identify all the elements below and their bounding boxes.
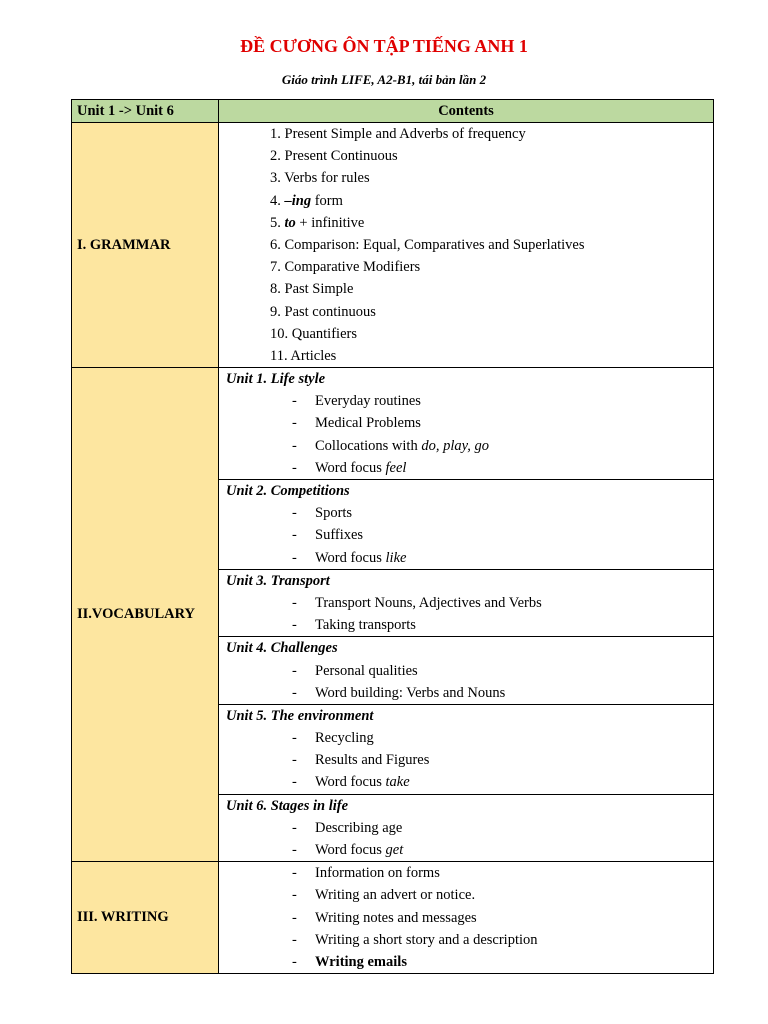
grammar-item: 3. Verbs for rules	[270, 170, 370, 187]
document-title: ĐỀ CƯƠNG ÔN TẬP TIẾNG ANH 1	[240, 36, 528, 56]
vocabulary-unit-contents	[219, 704, 714, 794]
item-text: Sports	[315, 505, 353, 522]
writing-item	[219, 951, 713, 973]
item-text: Writing an advert or notice.	[315, 887, 476, 904]
unit-heading: Unit 3. Transport	[226, 572, 330, 589]
bullet-dash: -	[292, 505, 297, 522]
grammar-item: 6. Comparison: Equal, Comparatives and Superlatives	[270, 236, 585, 253]
vocabulary-item	[219, 412, 713, 434]
section-label-writing: III. WRITING	[72, 862, 219, 974]
item-text: Word focus	[315, 549, 386, 566]
syllabus-table	[71, 99, 714, 974]
item-emphasis: to	[284, 214, 296, 231]
item-text: Information on forms	[315, 865, 440, 882]
section-label-vocabulary: II.VOCABULARY	[72, 368, 219, 862]
unit-heading: Unit 5. The environment	[226, 707, 374, 724]
writing-contents	[219, 862, 714, 974]
item-italic-term: like	[385, 549, 407, 566]
grammar-item: 1. Present Simple and Adverbs of frequency	[270, 126, 526, 142]
bullet-dash: -	[292, 842, 297, 858]
item-text: Transport Nouns, Adjectives and Verbs	[315, 594, 542, 611]
vocabulary-unit-contents	[219, 794, 714, 862]
item-number: 5.	[270, 214, 285, 231]
unit-heading: Unit 2. Competitions	[226, 483, 350, 499]
vocabulary-item	[219, 727, 713, 749]
vocabulary-item	[219, 502, 713, 524]
bullet-dash: -	[292, 527, 297, 544]
item-italic-term: feel	[385, 459, 407, 476]
writing-item	[219, 862, 713, 884]
bullet-dash: -	[292, 393, 297, 410]
vocabulary-item	[219, 660, 713, 682]
table-header-row	[72, 100, 714, 123]
header-units: Unit 1 -> Unit 6	[72, 100, 219, 123]
bullet-dash: -	[292, 887, 297, 904]
unit-heading: Unit 1. Life style	[226, 371, 326, 388]
bullet-dash: -	[292, 415, 297, 432]
writing-item	[219, 884, 713, 906]
grammar-item: 8. Past Simple	[270, 281, 354, 298]
vocabulary-item	[219, 390, 713, 412]
bullet-dash: -	[292, 730, 297, 747]
item-text: Medical Problems	[315, 415, 421, 432]
item-text: Personal qualities	[315, 662, 418, 679]
grammar-item: 2. Present Continuous	[270, 148, 398, 165]
bullet-dash: -	[292, 865, 297, 882]
item-text: Writing emails	[315, 953, 407, 970]
unit-heading: Unit 6. Stages in life	[226, 797, 349, 814]
bullet-dash: -	[292, 931, 297, 948]
item-text: Word focus	[315, 459, 386, 476]
item-italic-term: take	[385, 774, 410, 791]
item-text: form	[311, 192, 343, 209]
item-text: Collocations with	[315, 437, 422, 454]
header-contents: Contents	[219, 100, 714, 123]
grammar-item: 7. Comparative Modifiers	[270, 259, 421, 276]
vocabulary-item	[219, 457, 713, 479]
grammar-row	[72, 123, 714, 368]
item-italic-term: get	[385, 842, 404, 858]
item-text: + infinitive	[295, 214, 365, 231]
grammar-item: 11. Articles	[270, 347, 337, 364]
item-number: 4.	[270, 192, 285, 209]
vocabulary-item	[219, 771, 713, 793]
bullet-dash: -	[292, 909, 297, 926]
unit-heading: Unit 4. Challenges	[226, 640, 338, 657]
item-text: Word focus	[315, 774, 386, 791]
vocabulary-item	[219, 749, 713, 771]
item-text: Writing notes and messages	[315, 909, 477, 926]
bullet-dash: -	[292, 684, 297, 701]
bullet-dash: -	[292, 953, 297, 970]
section-label-grammar: I. GRAMMAR	[72, 123, 219, 368]
grammar-item	[219, 212, 713, 234]
item-text: Word focus	[315, 842, 386, 858]
document-subtitle: Giáo trình LIFE, A2-B1, tái bản lần 2	[281, 72, 487, 87]
writing-row	[72, 862, 714, 974]
item-italic-term: do, play, go	[421, 437, 490, 454]
bullet-dash: -	[292, 594, 297, 611]
item-text: Results and Figures	[315, 752, 430, 769]
grammar-item	[219, 190, 713, 212]
bullet-dash: -	[292, 459, 297, 476]
bullet-dash: -	[292, 549, 297, 566]
vocabulary-item	[219, 547, 713, 569]
vocabulary-item	[219, 524, 713, 546]
vocabulary-unit-row	[72, 368, 714, 480]
bullet-dash: -	[292, 617, 297, 634]
bullet-dash: -	[292, 752, 297, 769]
bullet-dash: -	[292, 662, 297, 679]
vocabulary-item	[219, 817, 713, 839]
vocabulary-unit-contents	[219, 637, 714, 705]
bullet-dash: -	[292, 819, 297, 836]
table-body	[72, 123, 714, 974]
bullet-dash: -	[292, 774, 297, 791]
grammar-item: 9. Past continuous	[270, 303, 376, 320]
item-text: Describing age	[315, 819, 403, 836]
vocabulary-item	[219, 435, 713, 457]
item-text: Everyday routines	[315, 393, 421, 410]
item-text: Taking transports	[315, 617, 416, 634]
writing-item	[219, 929, 713, 951]
vocabulary-unit-contents	[219, 368, 714, 480]
vocabulary-unit-contents	[219, 569, 714, 637]
vocabulary-item	[219, 839, 713, 861]
vocabulary-item	[219, 682, 713, 704]
item-text: Word building: Verbs and Nouns	[315, 684, 506, 701]
writing-item	[219, 907, 713, 929]
item-text: Writing a short story and a description	[315, 931, 538, 948]
item-emphasis: –ing	[284, 192, 312, 209]
grammar-item: 10. Quantifiers	[270, 325, 357, 342]
bullet-dash: -	[292, 437, 297, 454]
item-text: Suffixes	[315, 527, 364, 544]
grammar-contents	[219, 123, 714, 368]
vocabulary-item	[219, 614, 713, 636]
item-text: Recycling	[315, 730, 374, 747]
vocabulary-item	[219, 592, 713, 614]
vocabulary-unit-contents	[219, 480, 714, 570]
